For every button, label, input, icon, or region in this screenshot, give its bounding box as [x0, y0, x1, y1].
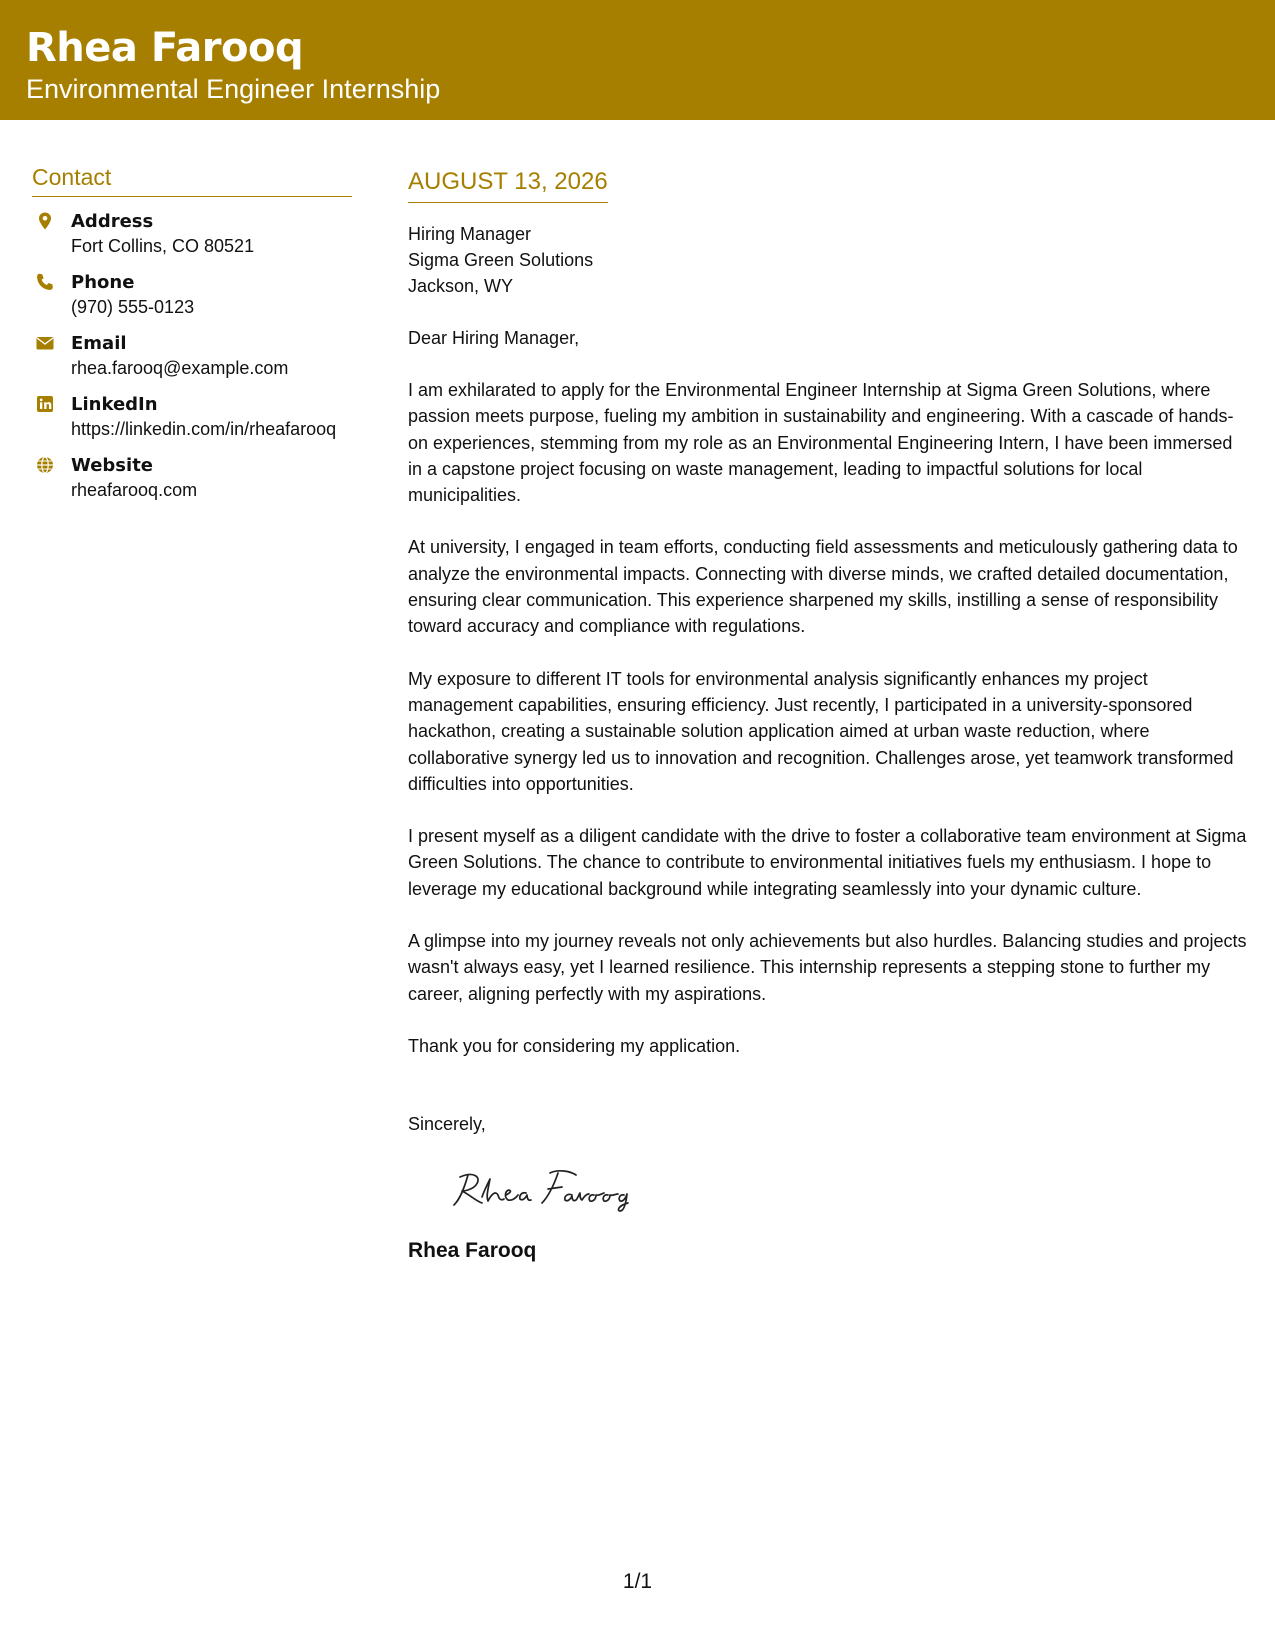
paragraph: Thank you for considering my application.: [408, 1035, 741, 1056]
salutation: Dear Hiring Manager,: [408, 328, 580, 348]
contact-value: rhea.farooq@example.com: [71, 358, 289, 378]
letter-date: AUGUST 13, 2026: [408, 166, 608, 203]
contact-value-link[interactable]: rheafarooq.com: [71, 480, 198, 500]
page-number: 1/1: [622, 1570, 653, 1593]
letter-body: [408, 166, 1248, 1265]
contact-list: [32, 209, 352, 503]
applicant-name: Rhea Farooq: [26, 25, 304, 71]
envelope-icon: [35, 333, 55, 353]
linkedin-icon: [35, 394, 55, 414]
header-banner: [0, 0, 1275, 120]
contact-heading: Contact: [32, 162, 352, 197]
closing: Sincerely,: [408, 1114, 486, 1135]
contact-label: Website: [71, 455, 154, 476]
paragraph: I present myself as a diligent candidate with the drive to foster a collaborative team environment at Sigma Green Solutions. The chance to contribute to environmental initiatives fuels my enthusiasm. I hope to leverage my educational background while integrating seamlessly into your dynamic culture.: [408, 826, 1247, 899]
paragraph: At university, I engaged in team efforts, conducting field assessments and meticulously gathering data to analyze the environmental impacts. Connecting with diverse minds, we crafted detailed documentation, ensuring clear communication. This experience sharpened my skills, instilling a sense of responsibility toward accuracy and compliance with regulations.: [408, 537, 1238, 637]
contact-label: Email: [71, 333, 127, 354]
handwritten-signature: [446, 1163, 646, 1215]
contact-item-website: [32, 453, 352, 503]
recipient-block: [408, 221, 1248, 299]
recipient-line: Hiring Manager: [408, 224, 532, 244]
paragraph: A glimpse into my journey reveals not only achievements but also hurdles. Balancing studies and projects wasn't always easy, yet I learned resilience. This internship represents a stepping stone to further my career, aligning perfectly with my aspirations.: [408, 931, 1247, 1004]
contact-sidebar: [32, 162, 352, 514]
recipient-line: Sigma Green Solutions: [408, 250, 594, 270]
contact-label: Address: [71, 211, 154, 232]
contact-item-address: [32, 209, 352, 259]
contact-item-email: [32, 331, 352, 381]
contact-item-linkedin: [32, 392, 352, 442]
globe-icon: [35, 455, 55, 475]
contact-value: (970) 555-0123: [71, 297, 195, 317]
contact-label: LinkedIn: [71, 394, 158, 415]
contact-value-link[interactable]: https://linkedin.com/in/rheafarooq: [71, 419, 337, 439]
contact-label: Phone: [71, 272, 135, 293]
contact-value: Fort Collins, CO 80521: [71, 236, 255, 256]
paragraph: I am exhilarated to apply for the Environmental Engineer Internship at Sigma Green Solutions, where passion meets purpose, fueling my ambition in sustainability and engineering. With a cascade of hands-on experiences, stemming from my role as an Environmental Engineering Intern, I have been immersed in a capstone project focusing on waste management, leading to impactful solutions for local municipalities.: [408, 380, 1234, 506]
contact-item-phone: [32, 270, 352, 320]
position-title: Environmental Engineer Internship: [26, 74, 441, 104]
phone-icon: [35, 272, 55, 292]
recipient-line: Jackson, WY: [408, 276, 514, 296]
signer-name: Rhea Farooq: [408, 1239, 537, 1263]
map-pin-icon: [35, 211, 55, 231]
paragraph: My exposure to different IT tools for environmental analysis significantly enhances my project management capabilities, ensuring efficiency. Just recently, I participated in a university-sponsored hackathon, creating a sustainable solution application aimed at urban waste reduction, where collaborative synergy led us to innovation and recognition. Challenges arose, yet teamwork transformed difficulties into opportunities.: [408, 668, 1234, 794]
